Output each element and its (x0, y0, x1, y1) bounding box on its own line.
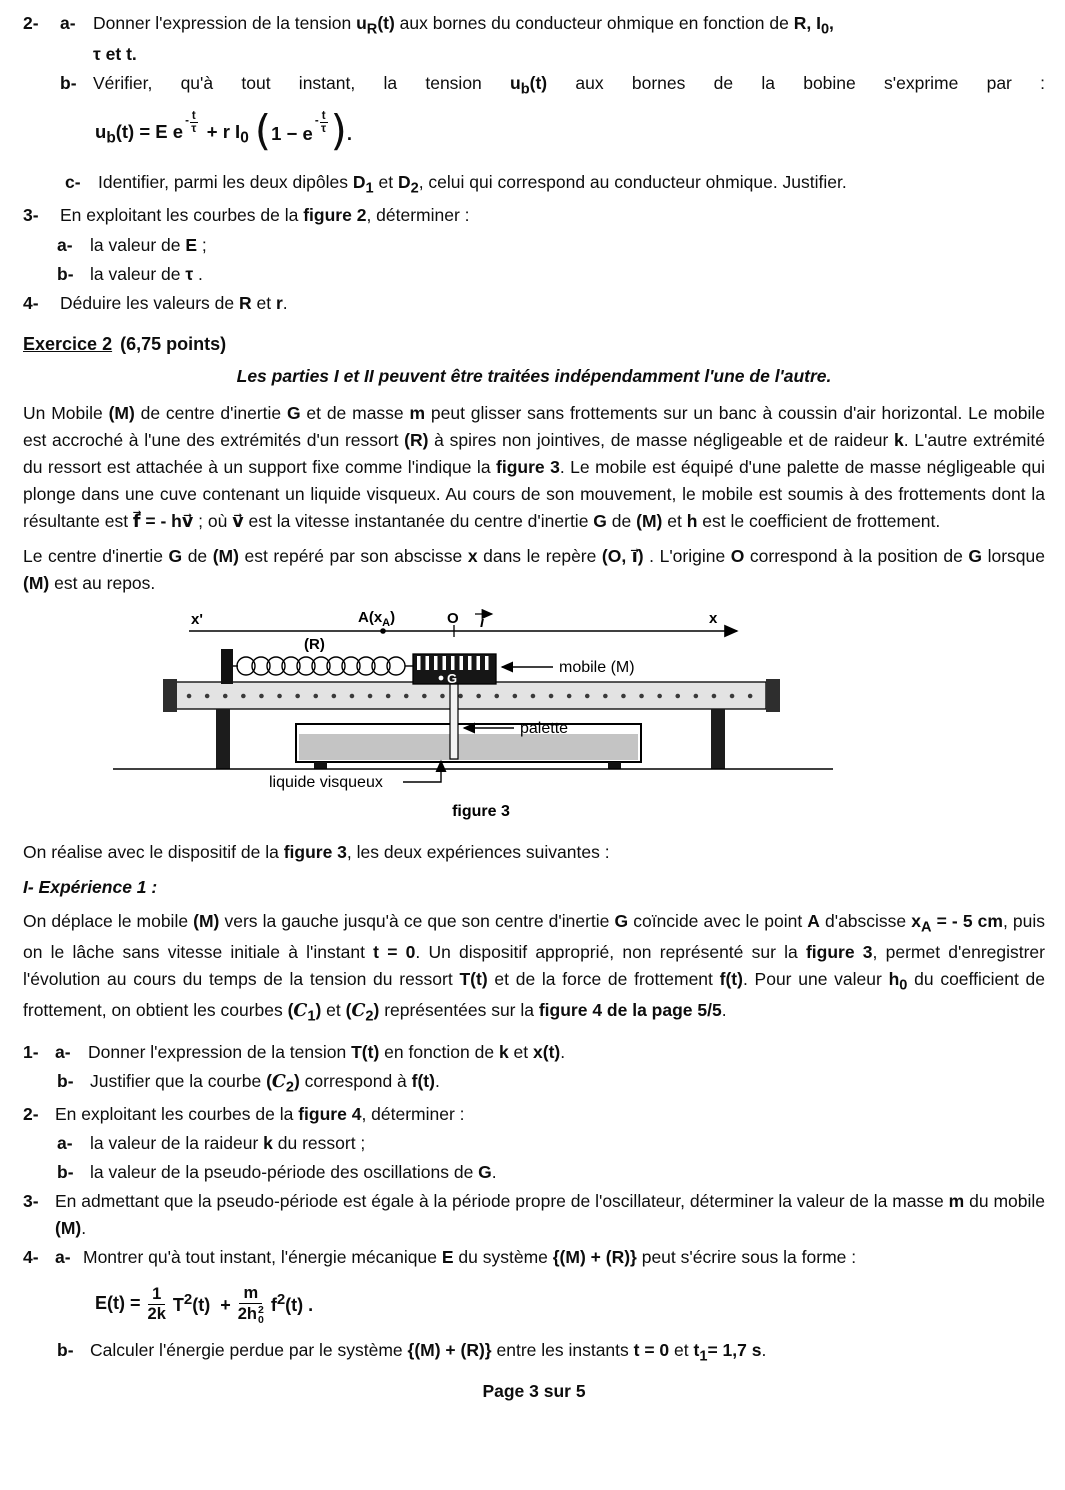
item-letter: a- (55, 1247, 71, 1268)
figure-caption: figure 3 (452, 802, 510, 820)
item-number: 2- (23, 13, 39, 33)
item-text: Montrer qu'à tout instant, l'énergie mécanique E du système {(M) + (R)} peut s'écrire sous la forme : (83, 1247, 857, 1268)
point-a-sub: A (382, 616, 391, 629)
liquid-label: liquide visqueux (269, 773, 383, 791)
item-letter: b- (57, 1339, 74, 1360)
mobile-label: mobile (M) (559, 658, 635, 676)
den-base: 2h (237, 1304, 257, 1323)
ex2-question-2b (57, 1159, 1045, 1186)
track-end-left (163, 679, 177, 712)
liquid-arrow (403, 761, 441, 782)
experience1-paragraph: On déplace le mobile (M) vers la gauche jusqu'à ce que son centre d'inertie G coïncide avec le point A d'abscisse $x_A$ = - 5 cm, puis on le lâche sans vitesse initiale à l'instant t = 0. Un dispositif approprié, non représenté sur la figure 3, permet d'enregistrer l'évolution au cours du temps de la tension du ressort T(t) et de la force de frottement f(t). Pour une valeur $h_0$ du coefficient de frottement, on obtient les courbes $(C_1)$ et $(C_2)$ représentées sur la figure 4 de la page 5/5. (23, 911, 1045, 1025)
fraction-1-over-2k (148, 1285, 166, 1324)
item-number: 3- (23, 205, 39, 226)
reference-paragraph: Le centre d'inertie G de (M) est repéré par son abscisse x dans le repère (O, i⃗) . L'origine O correspond à la position de G lorsque (M) est au repos. (23, 545, 1045, 593)
close-paren: ) (330, 106, 347, 156)
liquid (299, 734, 638, 760)
question-3a (57, 232, 1045, 259)
item-letter: b- (57, 1070, 74, 1091)
palette-label: palette (520, 719, 569, 737)
spring (233, 657, 413, 675)
item-number: 4- (23, 292, 39, 313)
fraction-numerator: 1 (148, 1285, 165, 1305)
formula-ub-lhs: $u_b(t) = E$ e (95, 121, 184, 147)
item-number: 1- (23, 1041, 39, 1062)
point-a-label (358, 609, 395, 629)
formula-ub-inner: 1 − e (271, 122, 313, 144)
exp-denominator: τ (321, 122, 327, 135)
g-dot (439, 675, 444, 680)
question-2a (23, 10, 1045, 68)
question-2a-line2: τ et t. (93, 44, 137, 65)
ex2-question-4a (23, 1244, 1045, 1271)
item-number: 3- (23, 1191, 39, 1212)
fixed-support (221, 649, 233, 684)
item-text: En admettant que la pseudo-période est égale à la période propre de l'oscillateur, déterminer la valeur de la masse m du mobile (M). (55, 1191, 1045, 1239)
exp-numerator: t (321, 109, 326, 122)
den-superscript: 2 (257, 1303, 264, 1316)
track-leg-right (711, 709, 725, 769)
ex2-question-1a (23, 1039, 1045, 1066)
track-end-right (766, 679, 780, 712)
question-3 (23, 202, 1045, 229)
item-letter: b- (57, 1162, 74, 1183)
item-letter: a- (57, 1132, 73, 1153)
x-axis (189, 614, 737, 637)
item-text: la valeur de la raideur k du ressort ; (90, 1132, 366, 1153)
formula-ub-mid: + r $I_0$ (206, 121, 249, 147)
item-text (93, 10, 1045, 68)
ex2-question-3 (23, 1188, 1045, 1242)
question-2b (60, 70, 1045, 101)
ex2-question-1b (57, 1068, 1045, 1099)
item-text: Vérifier, qu'à tout instant, la tension $u_b(t)$ aux bornes de la bobine s'exprime par : (93, 73, 1046, 98)
axis-label-x: x (709, 609, 718, 627)
track-leg-left (216, 709, 230, 769)
tank-foot-right (608, 762, 621, 769)
question-3b (57, 261, 1045, 288)
tank-foot-left (314, 762, 327, 769)
item-number: 4- (23, 1247, 39, 1268)
item-letter: a- (57, 234, 73, 255)
open-paren: ( (254, 106, 272, 156)
formula-energy (95, 1284, 1045, 1325)
exp-denominator: τ (191, 122, 197, 135)
figure3-diagram (111, 609, 1045, 832)
exercise2-title: Exercice 2 (23, 333, 113, 354)
item-number: 2- (23, 1103, 39, 1124)
mobile-block (413, 654, 496, 686)
ex2-question-2 (23, 1101, 1045, 1128)
fraction-denominator: 2k (147, 1304, 166, 1323)
item-text: la valeur de la pseudo-période des oscillations de G. (90, 1162, 497, 1183)
item-letter: c- (65, 172, 81, 193)
item-letter: b- (57, 263, 74, 284)
ex2-question-4b (57, 1337, 1045, 1368)
item-text: la valeur de τ . (90, 263, 203, 284)
i-vector-label: i (480, 613, 485, 631)
exponent-fraction (185, 110, 198, 135)
item-text: la valeur de E ; (90, 234, 207, 255)
item-text: Identifier, parmi les deux dipôles $D_1$ et $D_2$, celui qui correspond au conducteur ohmique. Justifier. (98, 172, 847, 197)
item-text: Justifier que la courbe $(C_2)$ correspond à f(t). (90, 1070, 440, 1096)
item-text: Calculer l'énergie perdue par le système {(M) + (R)} entre les instants t = 0 et $t_1= 1,7$ s. (90, 1339, 767, 1365)
exercise2-points: (6,75 points) (120, 333, 227, 354)
den-subscript: 0 (257, 1314, 264, 1327)
ex2-question-2a (57, 1130, 1045, 1157)
exp-minus: - (314, 115, 319, 128)
fraction-numerator: m (239, 1284, 262, 1304)
page-number: Page 3 sur 5 (482, 1380, 586, 1401)
formula-E-end: $f^2(t)$ . (270, 1291, 314, 1316)
exercise2-subtitle: Les parties I et II peuvent être traitées indépendamment l'une de l'autre. (236, 365, 832, 386)
item-letter: a- (60, 13, 76, 33)
question-4 (23, 290, 1045, 317)
g-label: G (447, 670, 458, 686)
setup-paragraph: On réalise avec le dispositif de la figure 3, les deux expériences suivantes : (23, 841, 610, 862)
item-letter: b- (60, 73, 77, 94)
item-letter: a- (55, 1041, 71, 1062)
figure3-svg (111, 609, 836, 824)
item-text: En exploitant les courbes de la figure 4, déterminer : (55, 1103, 465, 1124)
exercise2-heading (23, 331, 1045, 359)
experience1-heading: I- Expérience 1 : (23, 877, 158, 898)
formula-E-mid: $T^2(t)$ + (172, 1291, 231, 1316)
point-a-post: ) (390, 608, 396, 626)
exp-minus: - (185, 115, 189, 128)
exponent-fraction (315, 110, 328, 135)
palette-rod (450, 683, 458, 759)
item-text: Déduire les valeurs de R et r. (60, 292, 288, 313)
item-text: En exploitant les courbes de la figure 2, déterminer : (60, 205, 470, 226)
fraction-denominator (238, 1304, 264, 1325)
origin-label: O (447, 609, 459, 627)
formula-ub (95, 106, 1045, 156)
spring-label: (R) (304, 635, 325, 653)
intro-paragraph: Un Mobile (M) de centre d'inertie G et de masse m peut glisser sans frottements sur un banc à coussin d'air horizontal. Le mobile est accroché à l'une des extrémités d'un ressort (R) à spires non jointives, de masse négligeable et de raideur k. L'autre extrémité du ressort est attachée à un support fixe comme l'indique la figure 3. Le mobile est équipé d'une palette de masse négligeable qui plonge dans une cuve contenant un liquide visqueux. Au cours de son mouvement, le mobile est soumis à des frottements dont la résultante est f⃗ = - hv⃗ ; où v⃗ est la vitesse instantanée du centre d'inertie G de (M) et h est le coefficient de frottement. (23, 402, 1045, 532)
axis-label-x-prime: x' (191, 610, 203, 628)
formula-ub-period: . (346, 122, 353, 144)
exp-numerator: t (191, 109, 196, 122)
question-2c (65, 169, 1045, 200)
formula-E-lhs: E(t) = (95, 1293, 141, 1314)
question-2a-line1: Donner l'expression de la tension $u_R(t)$ aux bornes du conducteur ohmique en fonction de R, $I_0$, (93, 13, 834, 38)
point-a-pre: A(x (358, 608, 383, 626)
fraction-m-over-2h0sq (238, 1284, 264, 1325)
item-text: Donner l'expression de la tension T(t) en fonction de k et x(t). (88, 1041, 566, 1062)
point-a-dot (380, 628, 386, 634)
